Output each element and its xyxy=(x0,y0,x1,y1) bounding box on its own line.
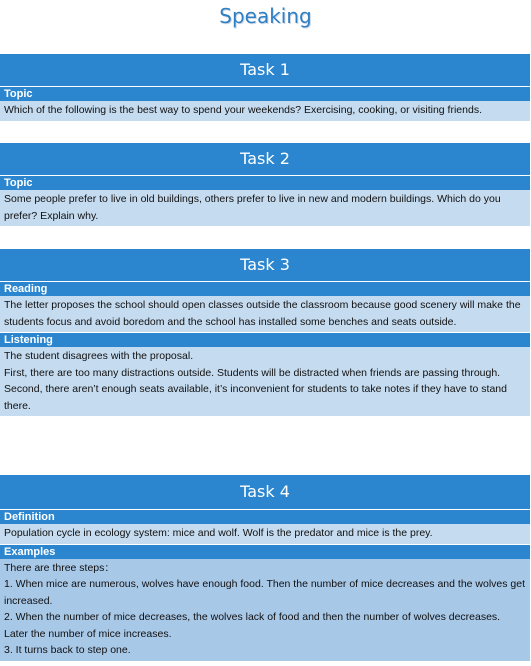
text-line: 3. It turns back to step one. xyxy=(4,644,131,656)
section-label-listening: Listening xyxy=(0,332,530,347)
topic-text xyxy=(0,101,530,121)
listening-text xyxy=(0,347,530,416)
text-line: Second, there aren’t enough seats available, it’s inconvenient for students to take notes if they have to stand there. xyxy=(4,383,507,412)
task-header: Task 3 xyxy=(0,249,530,281)
text-line: Which of the following is the best way to spend your weekends? Exercising, cooking, or visiting friends. xyxy=(4,104,482,116)
task-header: Task 1 xyxy=(0,54,530,86)
task-2-panel xyxy=(0,143,530,226)
text-line: Some people prefer to live in old buildings, others prefer to live in new and modern buildings. Which do you prefer? Explain why. xyxy=(4,193,501,222)
section-label-topic: Topic xyxy=(0,175,530,190)
section-label-topic: Topic xyxy=(0,86,530,101)
reading-text xyxy=(0,296,530,332)
task-4-panel xyxy=(0,475,530,661)
text-line: Population cycle in ecology system: mice and wolf. Wolf is the predator and mice is the prey. xyxy=(4,527,433,539)
topic-text xyxy=(0,190,530,226)
text-line: There are three steps： xyxy=(4,561,115,574)
task-header: Task 4 xyxy=(0,475,530,509)
text-line: The student disagrees with the proposal. xyxy=(4,350,194,362)
text-line: 2. When the number of mice decreases, the wolves lack of food and then the number of wolves decreases. Later the number of mice increases. xyxy=(4,611,501,640)
definition-text xyxy=(0,524,530,544)
examples-text xyxy=(0,559,530,661)
task-header: Task 2 xyxy=(0,143,530,175)
task-3-panel xyxy=(0,249,530,416)
section-label-reading: Reading xyxy=(0,281,530,296)
task-1-panel xyxy=(0,54,530,121)
section-label-examples: Examples xyxy=(0,544,530,559)
page-title: Speaking xyxy=(219,4,312,28)
text-line: First, there are too many distractions outside. Students will be distracted when friends are passing through. xyxy=(4,366,501,379)
text-line: 1. When mice are numerous, wolves have enough food. Then the number of mice decreases and the wolves get increased. xyxy=(4,578,526,607)
section-label-definition: Definition xyxy=(0,509,530,524)
text-line: The letter proposes the school should open classes outside the classroom because good scenery will make the students focus and avoid boredom and the school has installed some benches and seats outside. xyxy=(4,299,521,328)
